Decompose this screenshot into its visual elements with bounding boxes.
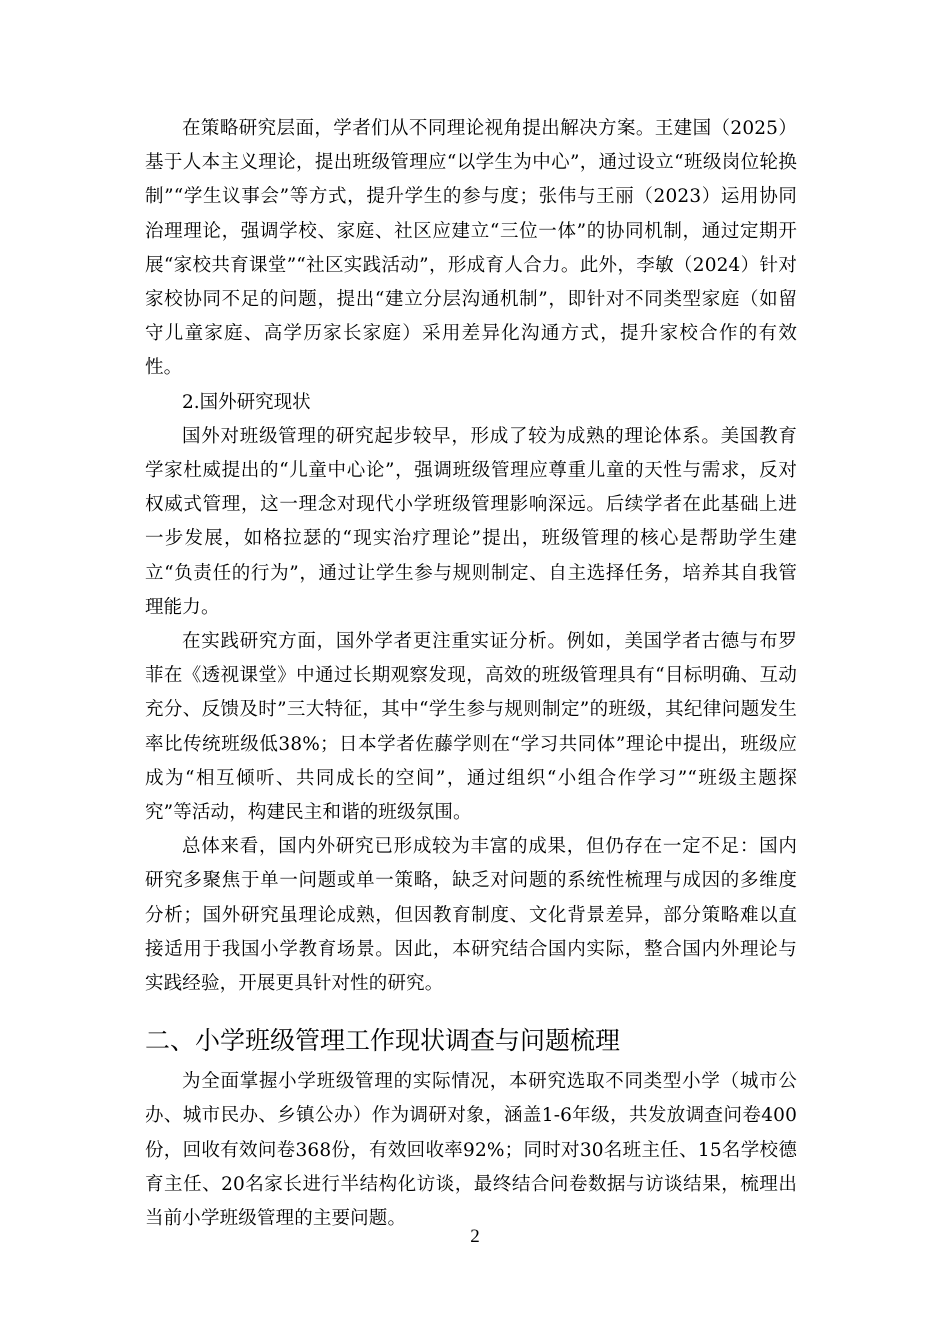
subheading-foreign-research: 2.国外研究现状 xyxy=(182,391,311,413)
paragraph-survey: 为全面掌握小学班级管理的实际情况，本研究选取不同类型小学（城市公办、城市民办、乡镇公办）作为调研对象，涵盖1-6年级，共发放调查问卷400份，回收有效问卷368份，有效回收率92%；同时对30名班主任、15名学校德育主任、20名家长进行半结构化访谈，最终结合问卷数据与访谈结果，梳理出当前小学班级管理的主要问题。 xyxy=(145,1071,797,1230)
paragraph-foreign-theory: 国外对班级管理的研究起步较早，形成了较为成熟的理论体系。美国教育学家杜威提出的“儿童中心论”，强调班级管理应尊重儿童的天性与需求，反对权威式管理，这一理念对现代小学班级管理影响深远。后续学者在此基础上进一步发展，如格拉瑟的“现实治疗理论”提出，班级管理的核心是帮助学生建立“负责任的行为”，通过让学生参与规则制定、自主选择任务，培养其自我管理能力。 xyxy=(145,425,797,618)
paragraph-foreign-practice: 在实践研究方面，国外学者更注重实证分析。例如，美国学者古德与布罗菲在《透视课堂》中通过长期观察发现，高效的班级管理具有“目标明确、互动充分、反馈及时”三大特征，其中“学生参与规则制定”的班级，其纪律问题发生率比传统班级低38%；日本学者佐藤学则在“学习共同体”理论中提出，班级应成为“相互倾听、共同成长的空间”，通过组织“小组合作学习”“班级主题探究”等活动，构建民主和谐的班级氛围。 xyxy=(145,631,797,824)
paragraph-strategy-research: 在策略研究层面，学者们从不同理论视角提出解决方案。王建国（2025）基于人本主义理论，提出班级管理应“以学生为中心”，通过设立“班级岗位轮换制”“学生议事会”等方式，提升学生的参与度；张伟与王丽（2023）运用协同治理理论，强调学校、家庭、社区应建立“三位一体”的协同机制，通过定期开展“家校共育课堂”“社区实践活动”，形成育人合力。此外，李敏（2024）针对家校协同不足的问题，提出“建立分层沟通机制”，即针对不同类型家庭（如留守儿童家庭、高学历家长家庭）采用差异化沟通方式，提升家校合作的有效性。 xyxy=(145,118,797,379)
page-body xyxy=(145,112,797,1236)
section-heading: 二、小学班级管理工作现状调查与问题梳理 xyxy=(145,1026,621,1056)
paragraph-summary: 总体来看，国内外研究已形成较为丰富的成果，但仍存在一定不足：国内研究多聚焦于单一问题或单一策略，缺乏对问题的系统性梳理与成因的多维度分析；国外研究虽理论成熟，但因教育制度、文化背景差异，部分策略难以直接适用于我国小学教育场景。因此，本研究结合国内实际，整合国内外理论与实践经验，开展更具针对性的研究。 xyxy=(145,836,797,995)
page-number: 2 xyxy=(470,1226,480,1247)
